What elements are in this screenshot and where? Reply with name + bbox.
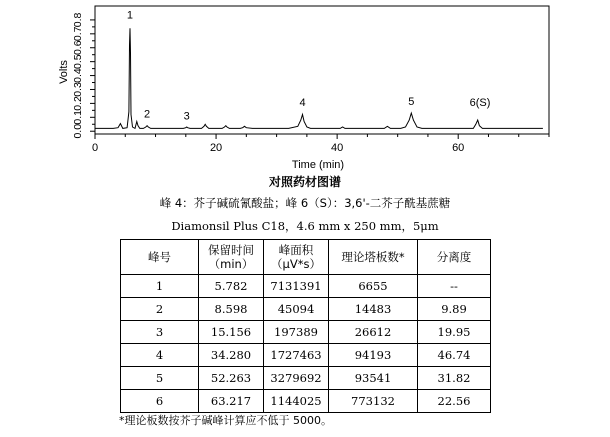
table-cell: 22.56 (418, 390, 491, 413)
table-cell: 3 (121, 321, 199, 344)
footnote: *理论板数按芥子碱峰计算应不低于 5000。 (119, 414, 332, 427)
table-cell: 31.82 (418, 367, 491, 390)
y-tick-label: 0.3 (72, 82, 84, 97)
table-cell: 8.598 (199, 298, 264, 321)
y-tick-label: 0.8 (72, 12, 84, 28)
header-peak-area: 峰面积 （μV*s） (264, 240, 329, 275)
y-tick-label: 0.0 (72, 123, 84, 139)
chart-axes (95, 6, 549, 134)
peak-table (120, 239, 491, 413)
table-row (121, 321, 491, 344)
table-cell: 773132 (329, 390, 418, 413)
table-cell: 5.782 (199, 275, 264, 298)
table-cell: 7131391 (264, 275, 329, 298)
table-cell: 34.280 (199, 344, 264, 367)
y-tick-label: 0.4 (72, 68, 84, 83)
table-cell: 6 (121, 390, 199, 413)
y-tick-label: 0.7 (72, 26, 84, 42)
table-body (121, 275, 491, 413)
peak-label: 2 (143, 108, 151, 121)
table-cell: 2 (121, 298, 199, 321)
table-cell: 19.95 (418, 321, 491, 344)
table-cell: 4 (121, 344, 199, 367)
y-tick-label: 0.1 (72, 109, 84, 125)
peak-label: 5 (408, 95, 415, 108)
table-cell: 46.74 (418, 344, 491, 367)
table-cell: 14483 (329, 298, 418, 321)
table-cell: 1 (121, 275, 199, 298)
table-cell: 63.217 (199, 390, 264, 413)
header-resolution: 分离度 (418, 240, 491, 275)
table-cell: 197389 (264, 321, 329, 344)
peak-label: 3 (183, 110, 190, 123)
x-tick-label: 0 (91, 142, 99, 154)
table-cell: 3279692 (264, 367, 329, 390)
x-tick-label: 20 (209, 142, 223, 154)
table-cell: 9.89 (418, 298, 491, 321)
plot-frame (95, 6, 549, 134)
peak-label: 4 (299, 97, 306, 110)
column-info: Diamonsil Plus C18，4.6 mm x 250 mm，5μm (171, 219, 439, 233)
y-tick-label: 0.2 (72, 96, 84, 111)
chart-ticks (90, 20, 549, 139)
table-header-row (121, 240, 491, 275)
table-cell: 1727463 (264, 344, 329, 367)
y-tick-label: 0.5 (72, 54, 84, 69)
y-tick-label: 0.6 (72, 40, 84, 56)
header-retention-time: 保留时间 （min） (199, 240, 264, 275)
header-peak-no: 峰号 (121, 240, 199, 275)
table-cell: 5 (121, 367, 199, 390)
y-axis-label: Volts (58, 60, 70, 84)
series-line (95, 28, 543, 128)
table-cell: -- (418, 275, 491, 298)
chart-title: 对照药材图谱 (268, 175, 341, 189)
x-tick-label: 40 (331, 142, 344, 154)
table-cell: 52.263 (199, 367, 264, 390)
x-axis-label: Time (min) (291, 159, 345, 171)
peak-label: 1 (126, 9, 134, 22)
peak-label: 6(S) (469, 97, 491, 110)
table-row (121, 344, 491, 367)
x-tick-label: 60 (452, 142, 465, 154)
table-cell: 94193 (329, 344, 418, 367)
table-cell: 15.156 (199, 321, 264, 344)
table-cell: 45094 (264, 298, 329, 321)
table-row (121, 298, 491, 321)
chart-subtitle: 峰 4：芥子碱硫氰酸盐；峰 6（S）：3,6'-二芥子酰基蔗糖 (159, 196, 451, 210)
table-cell: 1144025 (264, 390, 329, 413)
table-cell: 93541 (329, 367, 418, 390)
chromatogram-chart (0, 0, 610, 172)
table-row (121, 367, 491, 390)
table-cell: 6655 (329, 275, 418, 298)
header-plate-number: 理论塔板数* (329, 240, 418, 275)
table-cell: 26612 (329, 321, 418, 344)
table-row (121, 390, 491, 413)
table-row (121, 275, 491, 298)
chart-labels (72, 10, 490, 154)
